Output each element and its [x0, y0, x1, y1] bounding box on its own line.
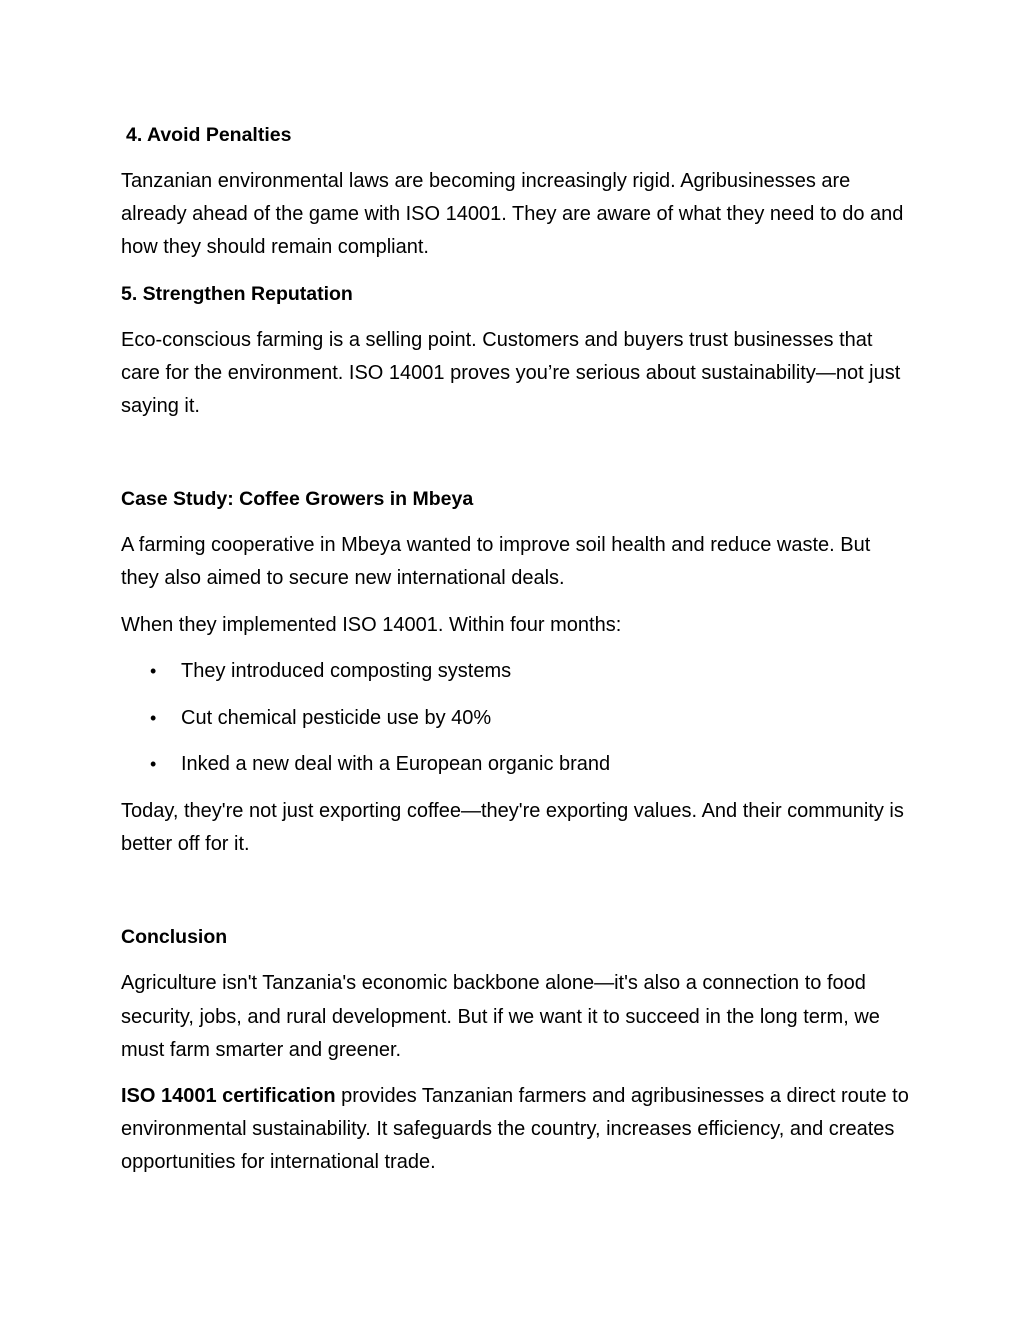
closing-text: provides Tanzanian farmers and agribusinesses a direct route to environmental sustainability. It safeguards the country, increases efficiency, and creates opportunities for international trade. — [121, 1084, 909, 1174]
paragraph-strengthen-reputation: Eco-conscious farming is a selling point. Customers and buyers trust businesses that care for the environment. ISO 14001 proves you’re serious about sustainability—not just saying it. — [121, 328, 901, 418]
bullet-icon: • — [150, 707, 157, 728]
paragraph-case-study-intro: A farming cooperative in Mbeya wanted to improve soil health and reduce waste. But they also aimed to secure new international deals. — [121, 534, 871, 590]
list-item-text: Inked a new deal with a European organic brand — [181, 753, 611, 776]
case-study-bullet-list — [121, 655, 911, 782]
paragraph-case-study-lead-in: When they implemented ISO 14001. Within four months: — [121, 613, 622, 636]
list-item-text: Cut chemical pesticide use by 40% — [181, 706, 492, 729]
list-item — [121, 655, 911, 688]
bullet-icon: • — [150, 754, 157, 775]
paragraph-avoid-penalties: Tanzanian environmental laws are becoming increasingly rigid. Agribusinesses are already ahead of the game with ISO 14001. They are aware of what they need to do and how they should remain compliant. — [121, 170, 904, 259]
paragraph-conclusion: Agriculture isn't Tanzania's economic backbone alone—it's also a connection to food security, jobs, and rural development. But if we want it to succeed in the long term, we must farm smarter and greener. — [121, 972, 880, 1061]
heading-avoid-penalties: 4. Avoid Penalties — [126, 124, 292, 146]
heading-strengthen-reputation: 5. Strengthen Reputation — [121, 282, 353, 305]
document-content — [121, 119, 911, 1193]
list-item — [121, 748, 911, 781]
paragraph-conclusion-closing — [121, 1080, 911, 1180]
iso-certification-term: ISO 14001 certification — [121, 1084, 336, 1107]
heading-conclusion: Conclusion — [121, 926, 228, 949]
section-spacer — [121, 436, 911, 483]
heading-case-study: Case Study: Coffee Growers in Mbeya — [121, 488, 474, 511]
list-item — [121, 702, 911, 735]
list-item-text: They introduced composting systems — [181, 659, 512, 682]
section-spacer — [121, 874, 911, 921]
bullet-icon: • — [150, 660, 157, 681]
paragraph-case-study-outcome: Today, they're not just exporting coffee—they're exporting values. And their community is better off for it. — [121, 799, 904, 856]
